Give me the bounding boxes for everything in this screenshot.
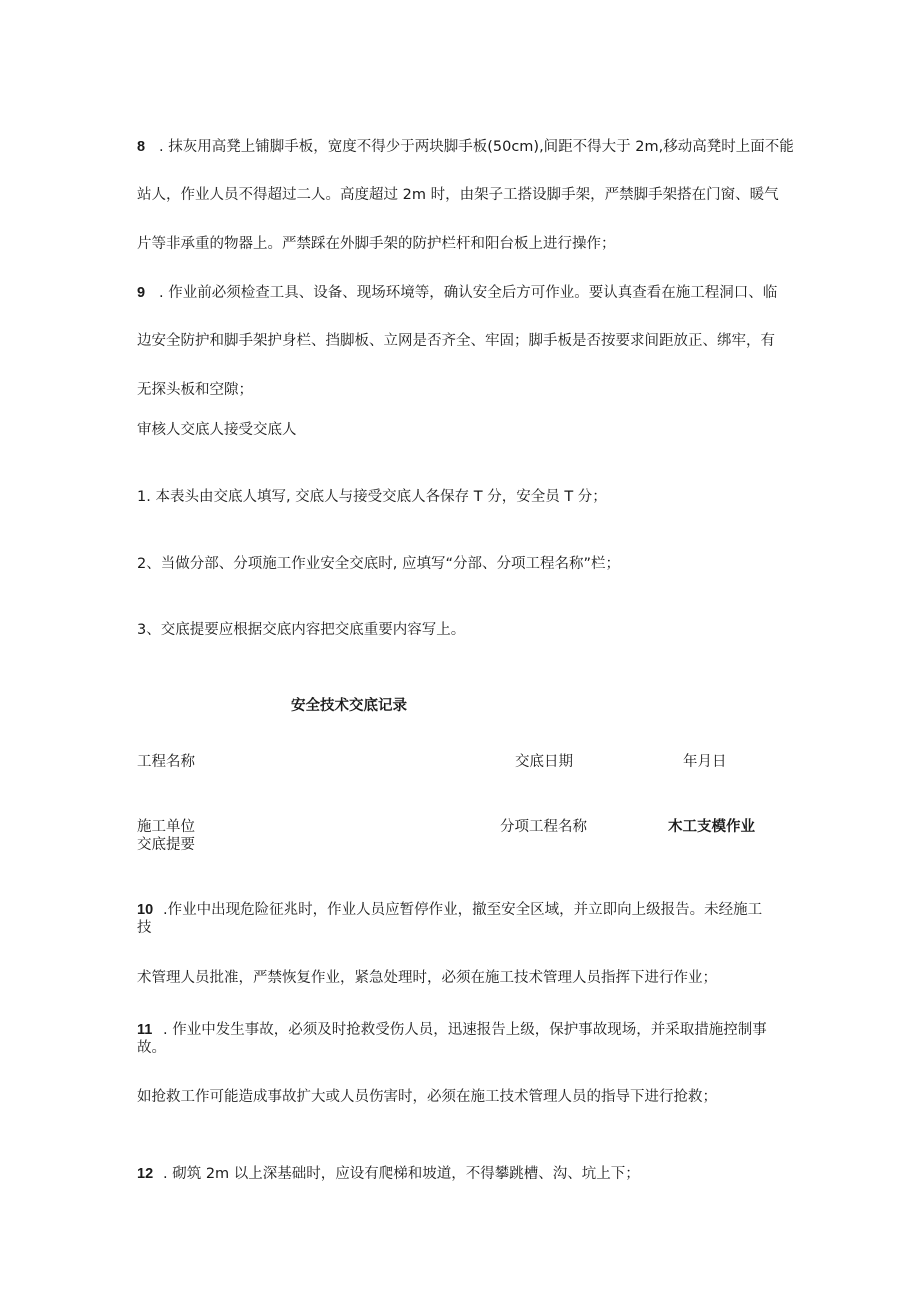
date-label: 交底日期 (515, 754, 573, 770)
subproject-value: 木工支模作业 (668, 819, 755, 835)
item-11-line-1b: 故。 (137, 1040, 166, 1056)
item-10-line-1 (137, 901, 762, 919)
note-3: 3、交底提要应根据交底内容把交底重要内容写上。 (137, 622, 466, 638)
item-8-line-2: 站人，作业人员不得超过二人。高度超过 2m 时，由架子工搭设脚手架，严禁脚手架搭在门窗、暖气 (137, 187, 779, 203)
item-10-number: 10 (137, 902, 154, 918)
item-10-text-1: .作业中出现危险征兆时，作业人员应暂停作业，撤至安全区域，并立即向上级报告。未经施工 (163, 902, 763, 918)
note-1: 1. 本表头由交底人填写, 交底人与接受交底人各保存 T 分，安全员 T 分； (137, 489, 607, 505)
item-9-line-1 (137, 284, 777, 302)
item-10-line-2: 术管理人员批准，严禁恢复作业，紧急处理时，必须在施工技术管理人员指挥下进行作业； (137, 970, 717, 986)
item-8-line-1 (137, 138, 794, 156)
item-11-number: 11 (137, 1022, 153, 1038)
item-11-text-1: . 作业中发生事故，必须及时抢救受伤人员，迅速报告上级，保护事故现场，并采取措施控制事 (163, 1022, 767, 1038)
signature-labels: 审核人交底人接受交底人 (137, 422, 297, 438)
item-12-text-1: . 砌筑 2m 以上深基础时，应设有爬梯和坡道，不得攀跳槽、沟、坑上下； (163, 1166, 640, 1182)
item-11-line-1 (137, 1021, 767, 1039)
item-11-line-2: 如抢救工作可能造成事故扩大或人员伤害时，必须在施工技术管理人员的指导下进行抢救； (137, 1089, 717, 1105)
subproject-label: 分项工程名称 (500, 819, 587, 835)
item-9-line-3: 无探头板和空隙； (137, 382, 253, 398)
construction-unit-label: 施工单位 (137, 819, 195, 835)
note-2: 2、当做分部、分项施工作业安全交底时, 应填写“分部、分项工程名称”栏； (137, 556, 620, 572)
item-8-line-3: 片等非承重的物器上。严禁踩在外脚手架的防护栏杆和阳台板上进行操作； (137, 236, 616, 252)
date-value: 年月日 (683, 754, 727, 770)
item-12-number: 12 (137, 1166, 154, 1182)
record-title: 安全技术交底记录 (291, 698, 407, 714)
item-9-line-2: 边安全防护和脚手架护身栏、挡脚板、立网是否齐全、牢固；脚手板是否按要求间距放正、绑牢，有 (137, 333, 775, 349)
item-9-number: 9 (137, 285, 146, 301)
project-name-label: 工程名称 (137, 754, 195, 770)
item-9-text-1: . 作业前必须检查工具、设备、现场环境等，确认安全后方可作业。要认真查看在施工程洞口、临 (159, 285, 778, 301)
item-8-number: 8 (137, 139, 146, 155)
item-8-text-1: . 抹灰用高凳上铺脚手板，宽度不得少于两块脚手板(50cm),间距不得大于 2m,移动高凳时上面不能 (159, 139, 794, 155)
summary-label: 交底提要 (137, 837, 195, 853)
item-12-line-1 (137, 1165, 640, 1183)
item-10-line-1b: 技 (137, 920, 152, 936)
